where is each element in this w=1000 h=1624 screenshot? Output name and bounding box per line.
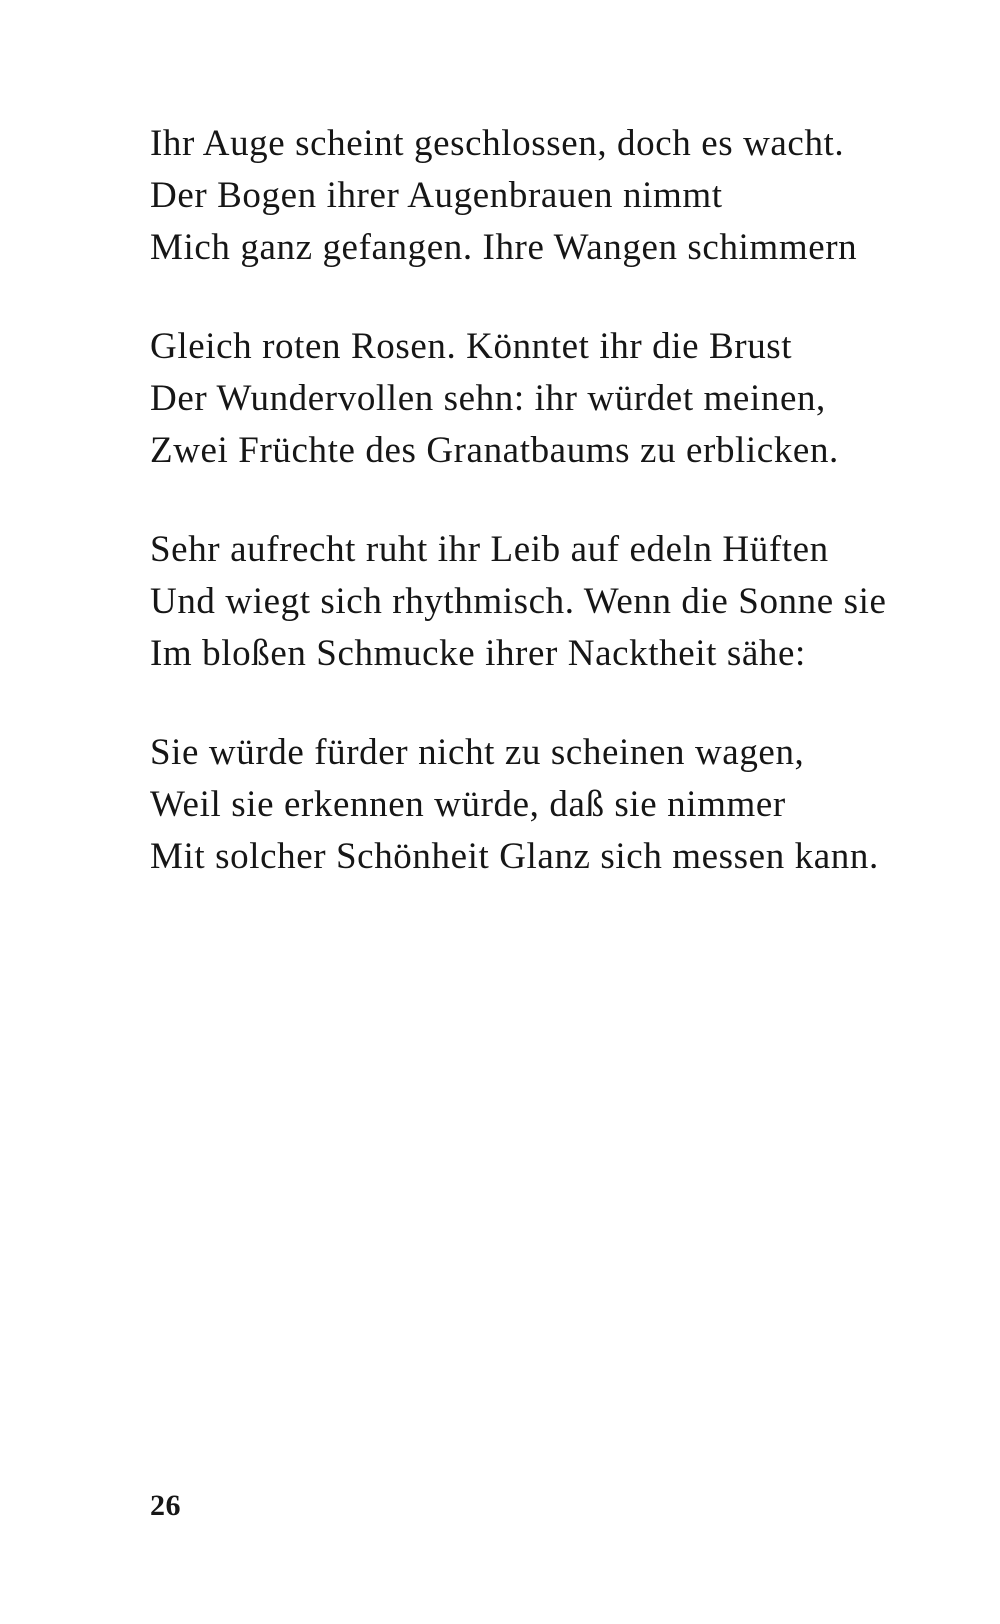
poem-line: Mich ganz gefangen. Ihre Wangen schimmern xyxy=(150,227,858,268)
poem-line: Im bloßen Schmucke ihrer Nacktheit sähe: xyxy=(150,633,806,674)
poem-line: Gleich roten Rosen. Könntet ihr die Brust xyxy=(150,326,793,367)
stanza-3 xyxy=(150,524,970,680)
poem-text xyxy=(150,118,970,930)
poem-line: Sehr aufrecht ruht ihr Leib auf edeln Hüften xyxy=(150,529,829,570)
page-number: 26 xyxy=(150,1489,181,1522)
poem-line: Weil sie erkennen würde, daß sie nimmer xyxy=(150,784,786,825)
poem-line: Zwei Früchte des Granatbaums zu erblicken. xyxy=(150,430,839,471)
stanza-1 xyxy=(150,118,970,274)
poem-line: Der Bogen ihrer Augenbrauen nimmt xyxy=(150,175,723,216)
poem-line: Ihr Auge scheint geschlossen, doch es wacht. xyxy=(150,123,845,164)
poem-line: Der Wundervollen sehn: ihr würdet meinen, xyxy=(150,378,826,419)
stanza-2 xyxy=(150,321,970,477)
stanza-4 xyxy=(150,727,970,883)
poem-line: Mit solcher Schönheit Glanz sich messen kann. xyxy=(150,836,879,877)
poem-line: Sie würde fürder nicht zu scheinen wagen, xyxy=(150,732,805,773)
poem-line: Und wiegt sich rhythmisch. Wenn die Sonne sie xyxy=(150,581,887,622)
